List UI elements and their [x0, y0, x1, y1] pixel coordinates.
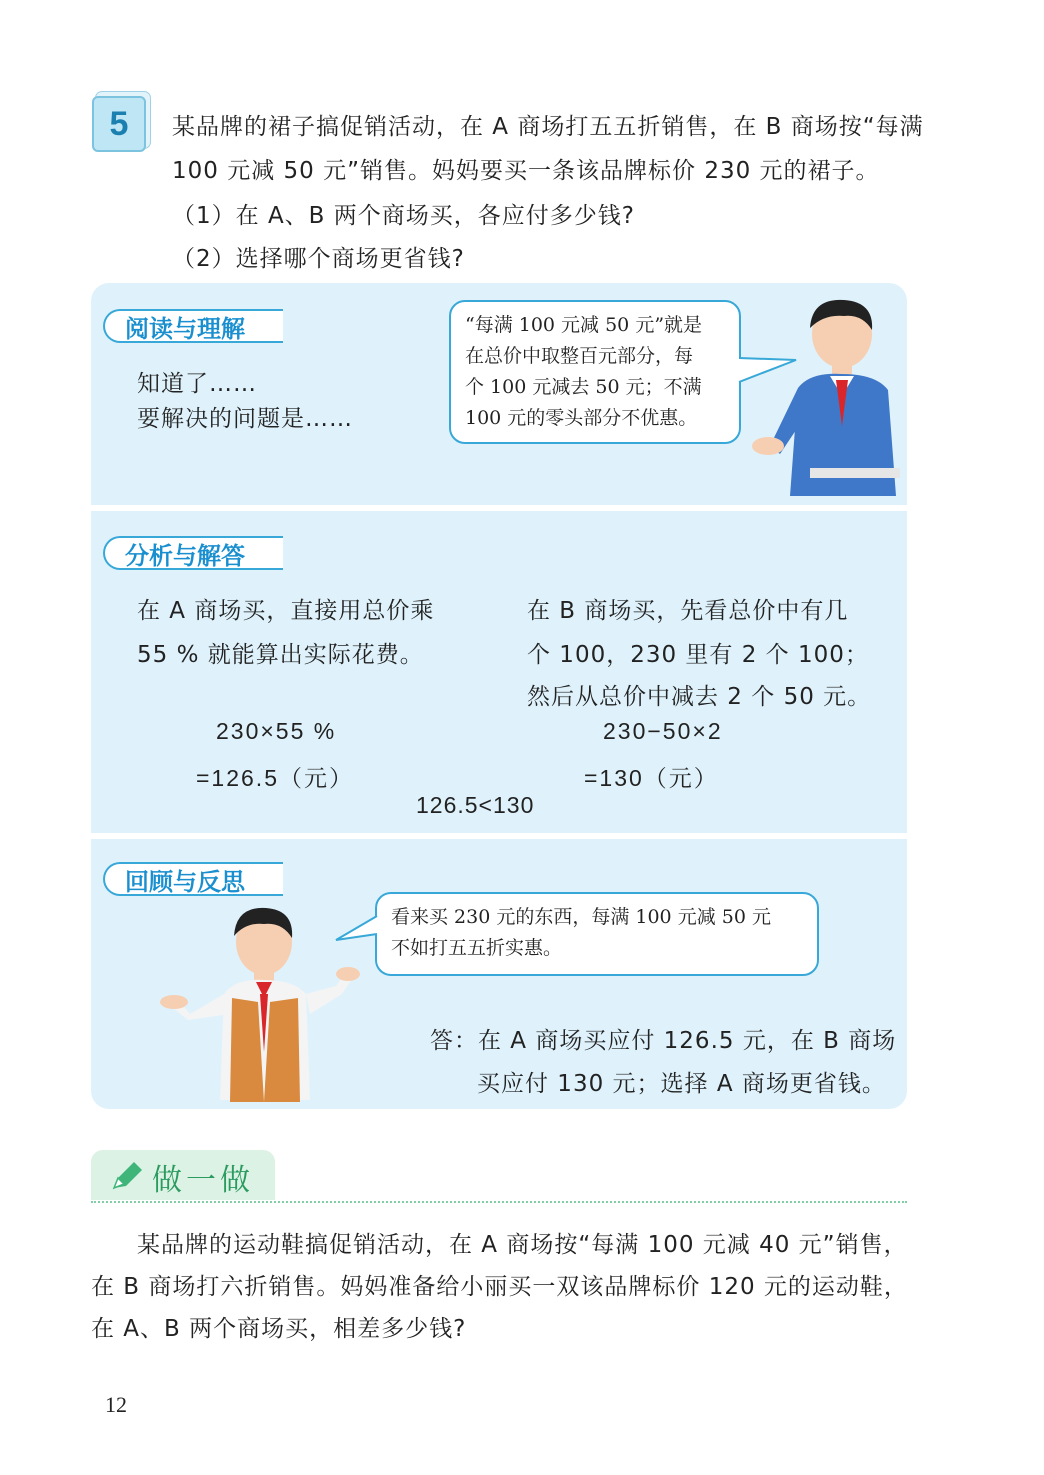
- exercise-divider: [91, 1201, 907, 1203]
- bubble-line: 个 100 元减去 50 元；不满: [465, 376, 702, 398]
- calc-b-result: =130（元）: [584, 765, 719, 791]
- problem-text-line-1: 某品牌的裙子搞促销活动，在 A 商场打五五折销售，在 B 商场按“每满: [172, 114, 924, 140]
- exercise-line-1: 某品牌的运动鞋搞促销活动，在 A 商场按“每满 100 元减 40 元”销售，: [137, 1232, 908, 1258]
- question-2: （2）选择哪个商场更省钱?: [172, 246, 465, 272]
- read-understand-tag-label: 阅读与理解: [125, 314, 245, 343]
- answer-line-2: 买应付 130 元；选择 A 商场更省钱。: [477, 1071, 886, 1097]
- boy-explaining-illustration: [750, 296, 910, 506]
- analysis-b-line-3: 然后从总价中减去 2 个 50 元。: [527, 684, 872, 710]
- page-number: 12: [105, 1392, 127, 1417]
- bubble-line: 不如打五五折实惠。: [391, 937, 563, 959]
- exercise-label: 做一做: [152, 1163, 254, 1198]
- problem-text-line-2: 100 元减 50 元”销售。妈妈要买一条该品牌标价 230 元的裙子。: [172, 158, 880, 184]
- problem-number-badge: 5: [92, 96, 146, 152]
- review-reflect-tag-label: 回顾与反思: [125, 867, 245, 896]
- comparison: 126.5<130: [416, 792, 535, 818]
- pencil-icon: [110, 1160, 144, 1192]
- analysis-a-line-1: 在 A 商场买，直接用总价乘: [137, 598, 435, 624]
- bubble-line: 看来买 230 元的东西，每满 100 元减 50 元: [391, 906, 771, 928]
- bubble-line: 在总价中取整百元部分，每: [465, 345, 694, 367]
- bubble-line: “每满 100 元减 50 元”就是: [465, 314, 703, 336]
- known-prompt: 知道了……: [137, 371, 257, 397]
- analysis-b-line-1: 在 B 商场买，先看总价中有几: [527, 598, 849, 624]
- read-understand-tag: [103, 309, 283, 343]
- exercise-line-2: 在 B 商场打六折销售。妈妈准备给小丽买一双该品牌标价 120 元的运动鞋，: [91, 1274, 908, 1300]
- boy-review-speech-bubble: [375, 892, 819, 976]
- bubble-line: 100 元的零头部分不优惠。: [465, 407, 698, 429]
- answer-line-1: 答：在 A 商场买应付 126.5 元，在 B 商场: [430, 1028, 897, 1054]
- analyze-solve-tag: [103, 536, 283, 570]
- question-prompt: 要解决的问题是……: [137, 406, 353, 432]
- analysis-a-line-2: 55 % 就能算出实际花费。: [137, 642, 424, 668]
- calc-a-result: =126.5（元）: [196, 765, 354, 791]
- boy-speech-bubble: [449, 300, 741, 444]
- question-1: （1）在 A、B 两个商场买，各应付多少钱?: [172, 203, 635, 229]
- analyze-solve-tag-label: 分析与解答: [125, 541, 245, 570]
- exercise-line-3: 在 A、B 两个商场买，相差多少钱?: [91, 1316, 467, 1342]
- calc-b-expression: 230−50×2: [603, 718, 723, 744]
- review-reflect-tag: [103, 862, 283, 896]
- analysis-b-line-2: 个 100，230 里有 2 个 100；: [527, 642, 869, 668]
- calc-a-expression: 230×55 %: [216, 718, 337, 744]
- boy-shrugging-illustration: [160, 902, 360, 1102]
